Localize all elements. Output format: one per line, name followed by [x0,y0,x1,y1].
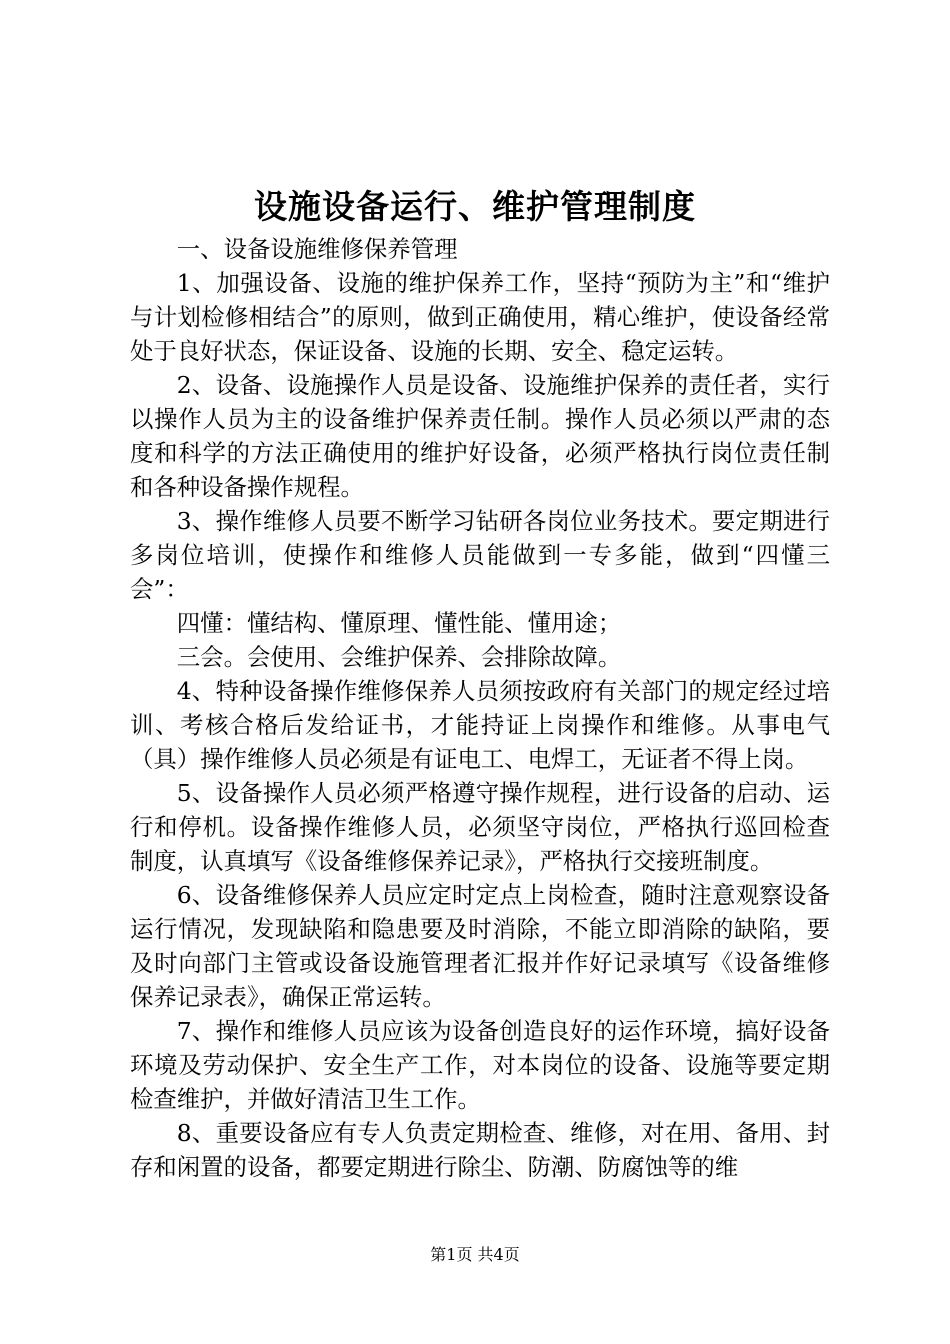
document-body [130,232,830,1184]
paragraph-2: 2、设备、设施操作人员是设备、设施维护保养的责任者，实行以操作人员为主的设备维护保养责任制。操作人员必须以严肃的态度和科学的方法正确使用的维护好设备，必须严格执行岗位责任制和各种设备操作规程。 [130,371,830,501]
paragraph-three-abilities: 三会。会使用、会维护保养、会排除故障。 [176,643,622,671]
paragraph-1: 1、加强设备、设施的维护保养工作，坚持“预防为主”和“维护与计划检修相结合”的原则，做到正确使用，精心维护，使设备经常处于良好状态，保证设备、设施的长期、安全、稳定运转。 [130,269,830,365]
page-number-footer: 第1页 共4页 [430,1245,520,1264]
paragraph-four-understandings: 四懂：懂结构、懂原理、懂性能、懂用途； [176,609,622,637]
document-title: 设施设备运行、维护管理制度 [254,187,696,226]
paragraph-3: 3、操作维修人员要不断学习钻研各岗位业务技术。要定期进行多岗位培训，使操作和维修人员能做到一专多能，做到“四懂三会”： [130,507,830,603]
paragraph-7: 7、操作和维修人员应该为设备创造良好的运作环境，搞好设备环境及劳动保护、安全生产工作，对本岗位的设备、设施等要定期检查维护，并做好清洁卫生工作。 [130,1017,830,1113]
section-heading: 一、设备设施维修保养管理 [176,235,458,263]
paragraph-6: 6、设备维修保养人员应定时定点上岗检查，随时注意观察设备运行情况，发现缺陷和隐患要及时消除，不能立即消除的缺陷，要及时向部门主管或设备设施管理者汇报并作好记录填写《设备维修保养记录表》，确保正常运转。 [130,881,830,1011]
paragraph-4: 4、特种设备操作维修保养人员须按政府有关部门的规定经过培训、考核合格后发给证书，才能持证上岗操作和维修。从事电气（具）操作维修人员必须是有证电工、电焊工，无证者不得上岗。 [130,677,830,773]
paragraph-5: 5、设备操作人员必须严格遵守操作规程，进行设备的启动、运行和停机。设备操作维修人员，必须坚守岗位，严格执行巡回检查制度，认真填写《设备维修保养记录》，严格执行交接班制度。 [130,779,830,875]
paragraph-8: 8、重要设备应有专人负责定期检查、维修，对在用、备用、封存和闲置的设备，都要定期进行除尘、防潮、防腐蚀等的维 [130,1119,830,1181]
